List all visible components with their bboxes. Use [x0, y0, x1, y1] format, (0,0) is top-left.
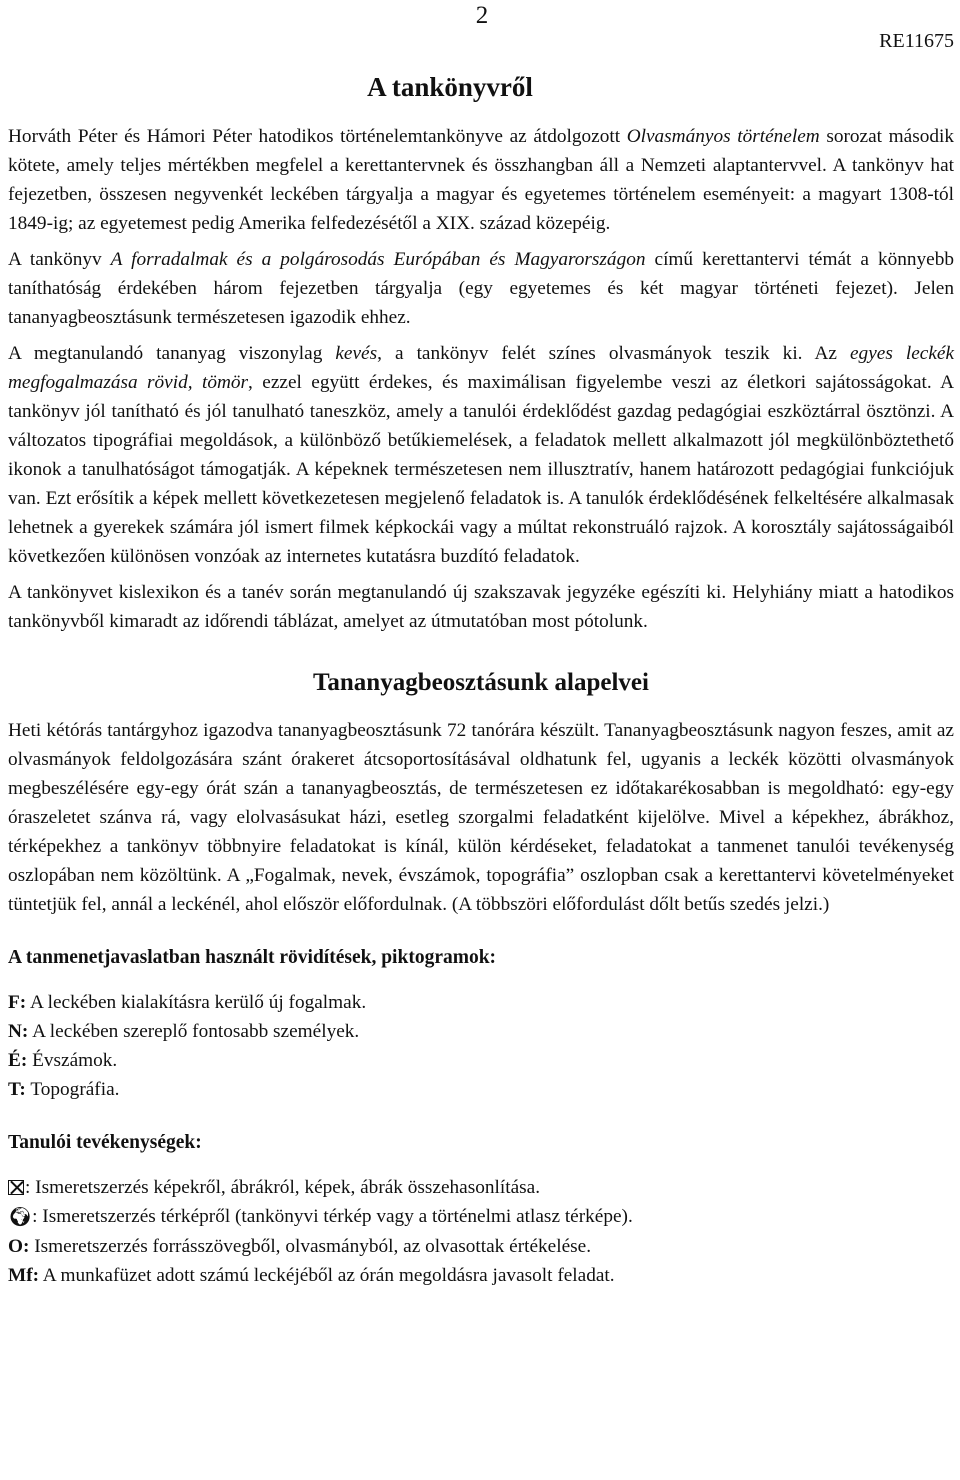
activity-key: O:: [8, 1236, 30, 1257]
topic-title: A forradalmak és a polgárosodás Európában és Magyarországon: [110, 249, 646, 270]
features-italic-1: kevés: [335, 343, 378, 364]
abbrev-text: Topográfia.: [25, 1079, 120, 1100]
activities-list: [8, 1173, 954, 1290]
abbrev-text: A leckében kialakításra kerülő új fogalmak.: [26, 992, 367, 1013]
list-item: [8, 1046, 954, 1075]
intro-paragraph: [8, 122, 954, 238]
picture-icon: [8, 1180, 24, 1195]
activity-text: : Ismeretszerzés képekről, ábrákról, képek, ábrák összehasonlítása.: [25, 1177, 541, 1198]
activity-text: Ismeretszerzés forrásszövegből, olvasmányból, az olvasottak értékelése.: [29, 1236, 592, 1257]
list-item: [8, 1232, 954, 1261]
features-text-b: , a tankönyv felét színes olvasmányok teszik ki. Az: [377, 343, 850, 364]
topic-paragraph: [8, 245, 954, 332]
section-text: Heti kétórás tantárgyhoz igazodva tananyagbeosztásunk 72 tanórára készült. Tananyagbeosztásunk nagyon feszes, amit az olvasmányok feldolgozására szánt órakeret átcsoportosításával oldhatunk fel, ugyanis a leckék közötti olvasmányok megbeszélésére egy-egy órát szán a tananyagbeosztás, de természetesen ez időtakarékosabban is megoldható: egy-egy óraszeletet szánva rá, vagy elolvasásukat házi, esetleg szorgalmi feladatként kijelölve. Mivel a képekhez, ábrákhoz, térképekhez a tankönyv többnyire feladatokat is kínál, külön kérdéseket, feladatokat a tanmenet tanulói tevékenység oszlopában nem közöltünk. A „Fogalmak, nevek, évszámok, topográfia” oszlopban csak a kerettantervi követelményeket tüntetjük fel, annál a leckénél, ahol először előfordulnak. (A többszöri előfordulást dőlt betűs szedés jelzi.): [8, 720, 954, 915]
intro-text-a: Horváth Péter és Hámori Péter hatodikos történelemtankönyve az átdolgozott: [8, 126, 627, 147]
list-item: [8, 1075, 954, 1104]
intro-text-b: sorozat második kötete, amely teljes mértékben megfelel a kerettantervnek és összhangban áll a Nemzeti alaptantervvel. A tankönyv hat fejezetben, összesen negyvenkét leckében tárgyalja a magyar és egyetemes történelem eseményeit: a magyart 1308-tól 1849-ig; az egyetemest pedig Amerika felfedezésétől a XIX. század közepéig.: [8, 126, 954, 234]
document-code: RE11675: [879, 30, 954, 52]
activity-text: A munkafüzet adott számú leckéjéből az órán megoldásra javasolt feladat.: [39, 1265, 615, 1286]
section-title: Tananyagbeosztásunk alapelvei: [313, 669, 649, 696]
activity-key: Mf:: [8, 1265, 40, 1286]
abbrev-key: T:: [8, 1079, 26, 1100]
list-item: [8, 1202, 954, 1232]
list-item: [8, 1261, 954, 1290]
features-paragraph: [8, 339, 954, 571]
abbreviations-heading: A tanmenetjavaslatban használt rövidítések, piktogramok:: [8, 947, 497, 968]
abbreviations-list: [8, 988, 954, 1104]
document-body: [8, 122, 954, 1290]
list-item: [8, 1173, 954, 1202]
topic-text-b: című kerettantervi témát a könnyebb taníthatóság érdekében három fejezetben tárgyalja (egy egyetemes és két magyar történeti fejezet). Jelen tananyagbeosztásunk természetesen igazodik ehhez.: [8, 249, 954, 328]
list-item: [8, 1017, 954, 1046]
abbrev-text: Évszámok.: [27, 1050, 118, 1071]
globe-icon: 🌍︎: [8, 1207, 33, 1228]
abbrev-text: A leckében szereplő fontosabb személyek.: [28, 1021, 360, 1042]
page-number: 2: [475, 2, 489, 29]
abbrev-key: F:: [8, 992, 27, 1013]
list-item: [8, 988, 954, 1017]
topic-text-a: A tankönyv: [8, 249, 111, 270]
activities-heading: Tanulói tevékenységek:: [8, 1132, 202, 1153]
features-text-a: A megtanulandó tananyag viszonylag: [8, 343, 336, 364]
supplement-text: A tankönyvet kislexikon és a tanév során megtanulandó új szakszavak jegyzéke egészíti ki. Helyhiány miatt a hatodikos tankönyvből kimaradt az időrendi táblázat, amelyet az útmutatóban most pótolunk.: [8, 582, 954, 632]
abbrev-key: É:: [8, 1050, 28, 1071]
abbrev-key: N:: [8, 1021, 29, 1042]
page-title: A tankönyvről: [367, 72, 533, 102]
supplement-paragraph: [8, 578, 954, 636]
series-title: Olvasmányos történelem: [626, 126, 820, 147]
features-text-c: , ezzel együtt érdekes, és maximálisan figyelembe veszi az életkori sajátosságokat. A tankönyv jól tanítható és jól tanulható taneszköz, amely a tanulói érdeklődést gazdag pedagógiai eszköztárral ösztönzi. A változatos tipográfiai megoldások, a különböző betűkiemelések, a feladatok mellett alkalmazott jól megkülönböztethető ikonok a tanulhatóságot támogatják. A képeknek természetesen nem illusztratív, hanem határozott pedagógiai funkciójuk van. Ezt erősítik a képek mellett következetesen megjelenő feladatok is. A tanulók érdeklődésének felkeltésére alkalmasak lehetnek a gyerekek számára jól ismert filmek képkockái vagy a múltat rekonstruáló rajzok. A korosztály sajátosságaiból következően különösen vonzóak az internetes kutatásra buzdító feladatok.: [8, 372, 954, 567]
activity-text: : Ismeretszerzés térképről (tankönyvi térkép vagy a történelmi atlasz térképe).: [32, 1206, 633, 1227]
features-italic-2: egyes leckék megfogalmazása rövid, tömör: [8, 343, 955, 393]
